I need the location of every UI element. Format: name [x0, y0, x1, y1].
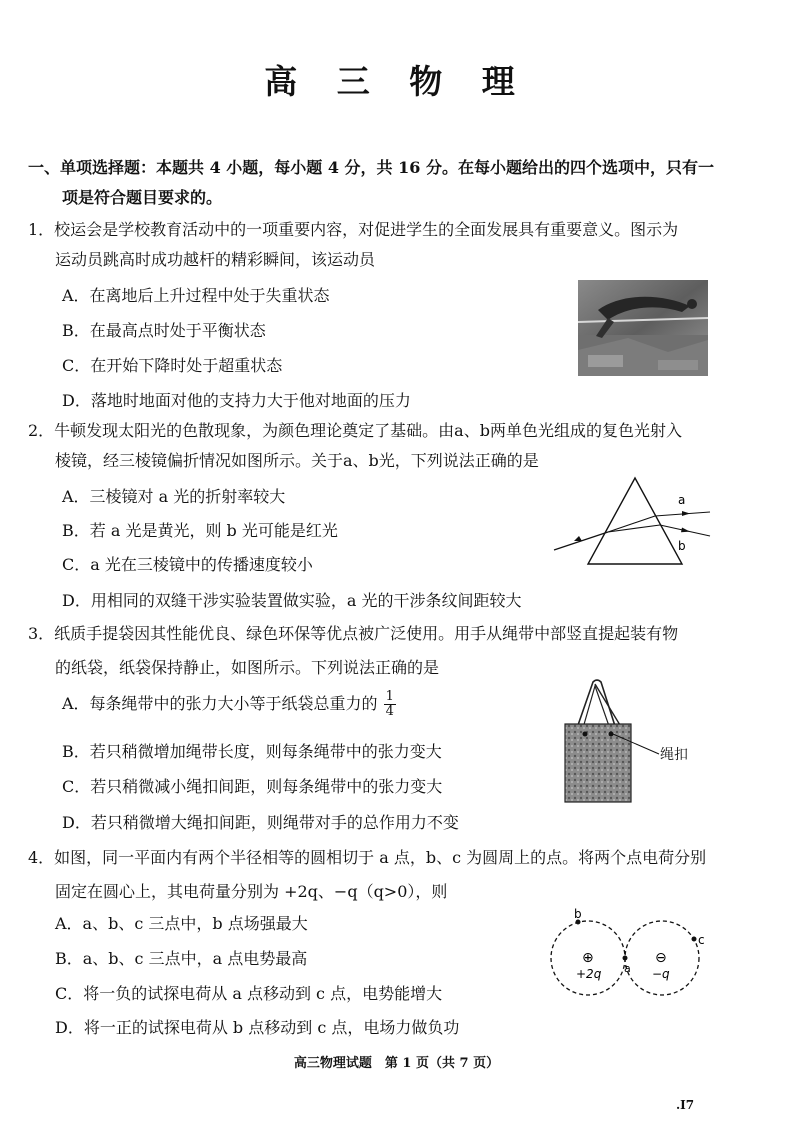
fraction-denominator: 4: [385, 704, 394, 719]
knot-label: 绳扣: [660, 747, 688, 763]
ray-a-label: a: [678, 493, 686, 507]
question-1-option-c: C．在开始下降时处于超重状态: [62, 356, 283, 375]
question-3-option-b: B．若只稍微增加绳带长度，则每条绳带中的张力变大: [62, 742, 442, 761]
question-3-stem-line1: 3．纸质手提袋因其性能优良、绿色环保等优点被广泛使用。用手从绳带中部竖直提起装有物: [28, 624, 679, 643]
page-footer: 高三物理试题 第 1 页（共 7 页）: [293, 1056, 500, 1071]
prism-diagram: [550, 474, 720, 574]
page-title: 高 三 物 理: [264, 62, 529, 101]
question-2-stem-line2: 棱镜，经三棱镜偏折情况如图所示。关于a、b光，下列说法正确的是: [55, 451, 539, 470]
bag-handle-right: [595, 684, 623, 730]
question-3-option-d: D．若只稍微增大绳扣间距，则绳带对手的总作用力不变: [62, 813, 459, 832]
label-b: b: [574, 907, 582, 921]
fraction-numerator: 1: [385, 689, 394, 704]
question-1-option-d: D．落地时地面对他的支持力大于他对地面的压力: [62, 391, 411, 410]
arrow-b: [681, 528, 690, 533]
question-3-option-c: C．若只稍微减小绳扣间距，则每条绳带中的张力变大: [62, 777, 443, 796]
question-3-stem-line2: 的纸袋，纸袋保持静止，如图所示。下列说法正确的是: [55, 658, 440, 677]
question-2-option-b: B．若 a 光是黄光，则 b 光可能是红光: [62, 521, 338, 540]
question-2-stem-line1: 2．牛顿发现太阳光的色散现象，为颜色理论奠定了基础。由a、b两单色光组成的复色光射入: [28, 421, 682, 440]
knot-left: [583, 732, 588, 737]
question-4-option-c: C．将一负的试探电荷从 a 点移动到 c 点，电势能增大: [55, 984, 443, 1003]
negative-charge-label: −q: [652, 967, 670, 981]
paper-bag-figure: [555, 676, 695, 806]
question-1-stem-line2: 运动员跳高时成功越杆的精彩瞬间，该运动员: [55, 250, 376, 269]
ray-a-inside: [608, 516, 655, 532]
question-2-option-c: C．a 光在三棱镜中的传播速度较小: [62, 555, 313, 574]
label-a: a: [624, 962, 631, 975]
positive-charge-label: +2q: [576, 967, 602, 981]
positive-charge-icon: ⊕: [582, 950, 594, 966]
question-4-stem-line2: 固定在圆心上，其电荷量分别为 +2q、−q（q>0），则: [55, 882, 448, 901]
question-1-option-b: B．在最高点时处于平衡状态: [62, 321, 266, 340]
ray-b-inside: [608, 525, 660, 532]
corner-mark: .I7: [676, 1098, 695, 1112]
high-jump-photo: [578, 280, 708, 376]
prism-triangle: [588, 478, 682, 564]
section-header-line1: 一、单项选择题：本题共 4 小题，每小题 4 分，共 16 分。在每小题给出的四个选项中，只有一: [28, 158, 714, 177]
question-2-option-a: A．三棱镜对 a 光的折射率较大: [62, 487, 286, 506]
charges-diagram: [548, 906, 718, 1006]
point-a: [623, 956, 628, 961]
question-4-option-d: D．将一正的试探电荷从 b 点移动到 c 点，电场力做负功: [55, 1018, 460, 1037]
arrow-a: [682, 511, 690, 516]
question-1-option-a: A．在离地后上升过程中处于失重状态: [62, 286, 330, 305]
point-c: [692, 937, 697, 942]
question-1-stem-line1: 1．校运会是学校教育活动中的一项重要内容，对促进学生的全面发展具有重要意义。图示为: [28, 220, 679, 239]
question-3-option-a-text: A．每条绳带中的张力大小等于纸袋总重力的: [62, 694, 378, 713]
section-header-line2: 项是符合题目要求的。: [62, 188, 223, 207]
question-3-option-a: [62, 690, 396, 719]
negative-charge-icon: ⊖: [655, 950, 667, 966]
bag-body: [565, 724, 631, 802]
question-4-option-b: B．a、b、c 三点中，a 点电势最高: [55, 949, 308, 968]
ray-b-label: b: [678, 539, 686, 553]
question-2-option-d: D．用相同的双缝干涉实验装置做实验，a 光的干涉条纹间距较大: [62, 591, 522, 610]
knot-right: [609, 732, 614, 737]
question-4-option-a: A．a、b、c 三点中，b 点场强最大: [55, 914, 308, 933]
question-4-stem-line1: 4．如图，同一平面内有两个半径相等的圆相切于 a 点，b、c 为圆周上的点。将两个点电荷分别: [28, 848, 707, 867]
fraction-one-quarter: [384, 690, 396, 719]
label-c: c: [698, 933, 705, 947]
